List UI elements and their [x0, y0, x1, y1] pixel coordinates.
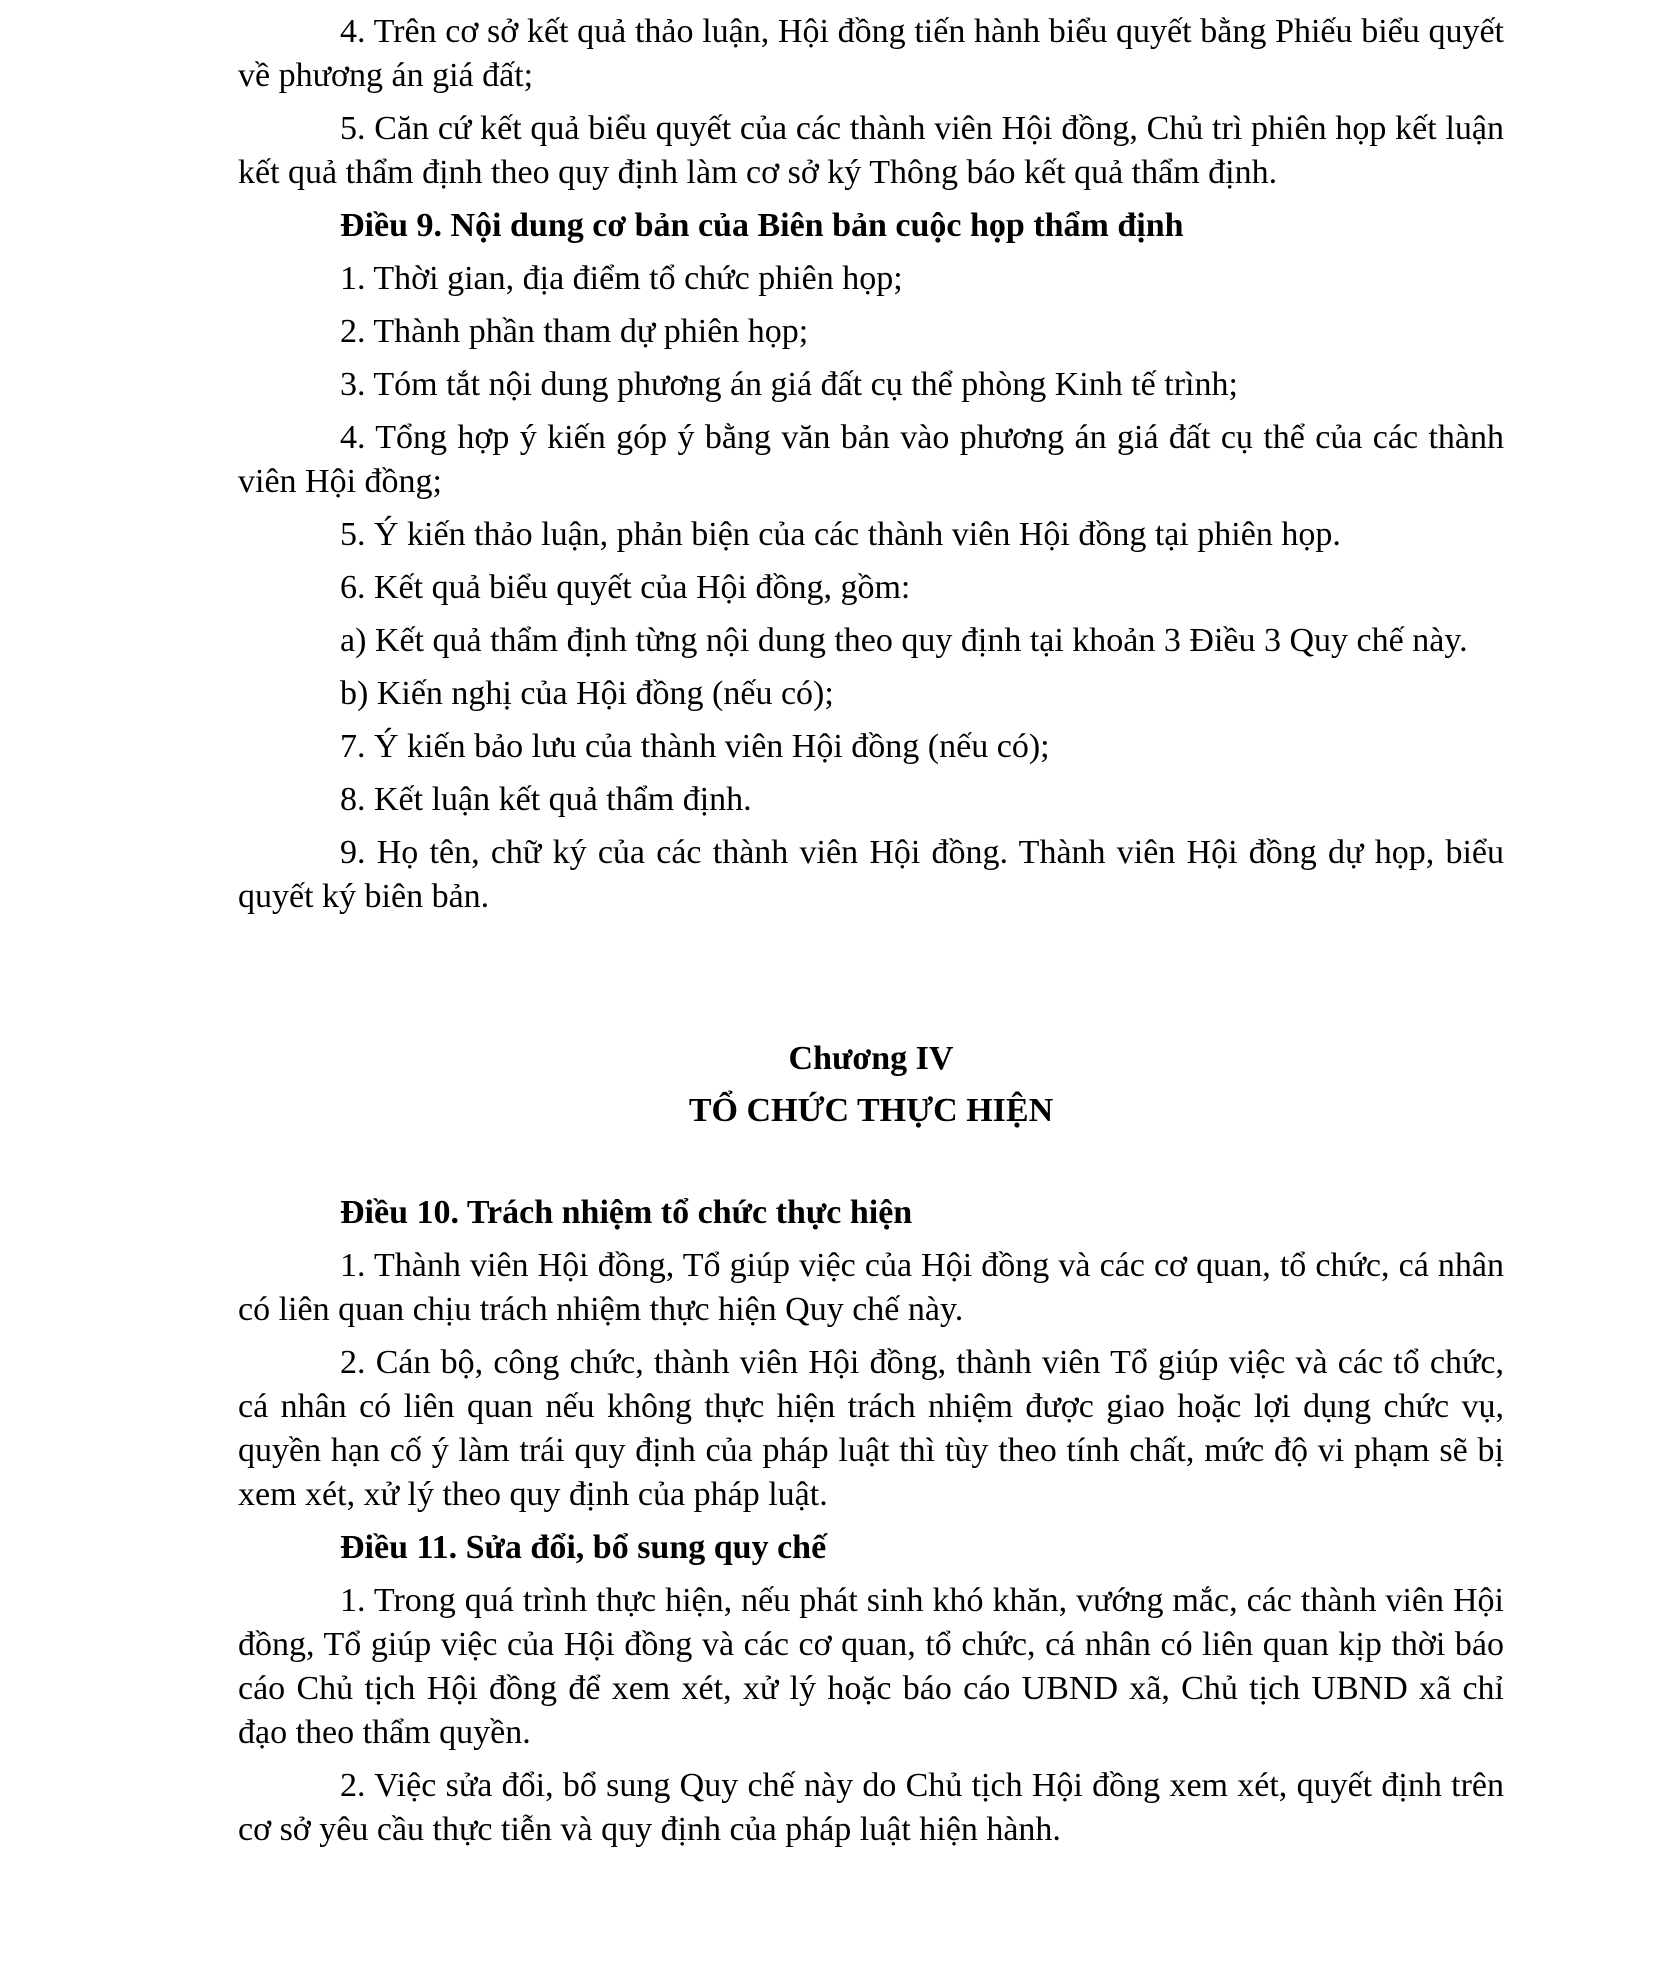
- paragraph: 4. Trên cơ sở kết quả thảo luận, Hội đồng tiến hành biểu quyết bằng Phiếu biểu quyết về phương án giá đất;: [238, 13, 1504, 94]
- article-heading: Điều 9. Nội dung cơ bản của Biên bản cuộc họp thẩm định: [340, 207, 1184, 244]
- list-item: 7. Ý kiến bảo lưu của thành viên Hội đồng (nếu có);: [340, 728, 1050, 765]
- list-item: 1. Trong quá trình thực hiện, nếu phát sinh khó khăn, vướng mắc, các thành viên Hội đồng, Tổ giúp việc của Hội đồng và các cơ quan, tổ chức, cá nhân có liên quan kịp thời báo cáo Chủ tịch Hội đồng để xem xét, xử lý hoặc báo cáo UBND xã, Chủ tịch UBND xã chỉ đạo theo thẩm quyền.: [238, 1582, 1504, 1751]
- paragraph: 5. Căn cứ kết quả biểu quyết của các thành viên Hội đồng, Chủ trì phiên họp kết luận kết quả thẩm định theo quy định làm cơ sở ký Thông báo kết quả thẩm định.: [238, 110, 1504, 191]
- list-item: 1. Thành viên Hội đồng, Tổ giúp việc của Hội đồng và các cơ quan, tổ chức, cá nhân có liên quan chịu trách nhiệm thực hiện Quy chế này.: [238, 1247, 1504, 1328]
- list-item: 2. Cán bộ, công chức, thành viên Hội đồng, thành viên Tổ giúp việc và các tổ chức, cá nhân có liên quan nếu không thực hiện trách nhiệm được giao hoặc lợi dụng chức vụ, quyền hạn cố ý làm trái quy định của pháp luật thì tùy theo tính chất, mức độ vi phạm sẽ bị xem xét, xử lý theo quy định của pháp luật.: [238, 1344, 1504, 1513]
- list-item: a) Kết quả thẩm định từng nội dung theo quy định tại khoản 3 Điều 3 Quy chế này.: [340, 622, 1468, 659]
- list-item: 2. Việc sửa đổi, bổ sung Quy chế này do Chủ tịch Hội đồng xem xét, quyết định trên cơ sở yêu cầu thực tiễn và quy định của pháp luật hiện hành.: [238, 1767, 1504, 1848]
- chapter-number: Chương IV: [788, 1040, 954, 1077]
- list-item: 6. Kết quả biểu quyết của Hội đồng, gồm:: [340, 569, 911, 606]
- list-item: 8. Kết luận kết quả thẩm định.: [340, 781, 752, 818]
- chapter-title: TỔ CHỨC THỰC HIỆN: [688, 1092, 1054, 1129]
- article-heading: Điều 11. Sửa đổi, bổ sung quy chế: [340, 1529, 827, 1566]
- document-page: [238, 10, 1504, 1861]
- list-item: 9. Họ tên, chữ ký của các thành viên Hội đồng. Thành viên Hội đồng dự họp, biểu quyết ký biên bản.: [238, 834, 1504, 915]
- article-heading: Điều 10. Trách nhiệm tổ chức thực hiện: [340, 1194, 913, 1231]
- list-item: 3. Tóm tắt nội dung phương án giá đất cụ thể phòng Kinh tế trình;: [340, 366, 1238, 403]
- list-item: 4. Tổng hợp ý kiến góp ý bằng văn bản vào phương án giá đất cụ thể của các thành viên Hội đồng;: [238, 419, 1504, 500]
- list-item: b) Kiến nghị của Hội đồng (nếu có);: [340, 675, 834, 712]
- list-item: 5. Ý kiến thảo luận, phản biện của các thành viên Hội đồng tại phiên họp.: [340, 516, 1341, 553]
- list-item: 1. Thời gian, địa điểm tổ chức phiên họp;: [340, 260, 903, 297]
- list-item: 2. Thành phần tham dự phiên họp;: [340, 313, 809, 350]
